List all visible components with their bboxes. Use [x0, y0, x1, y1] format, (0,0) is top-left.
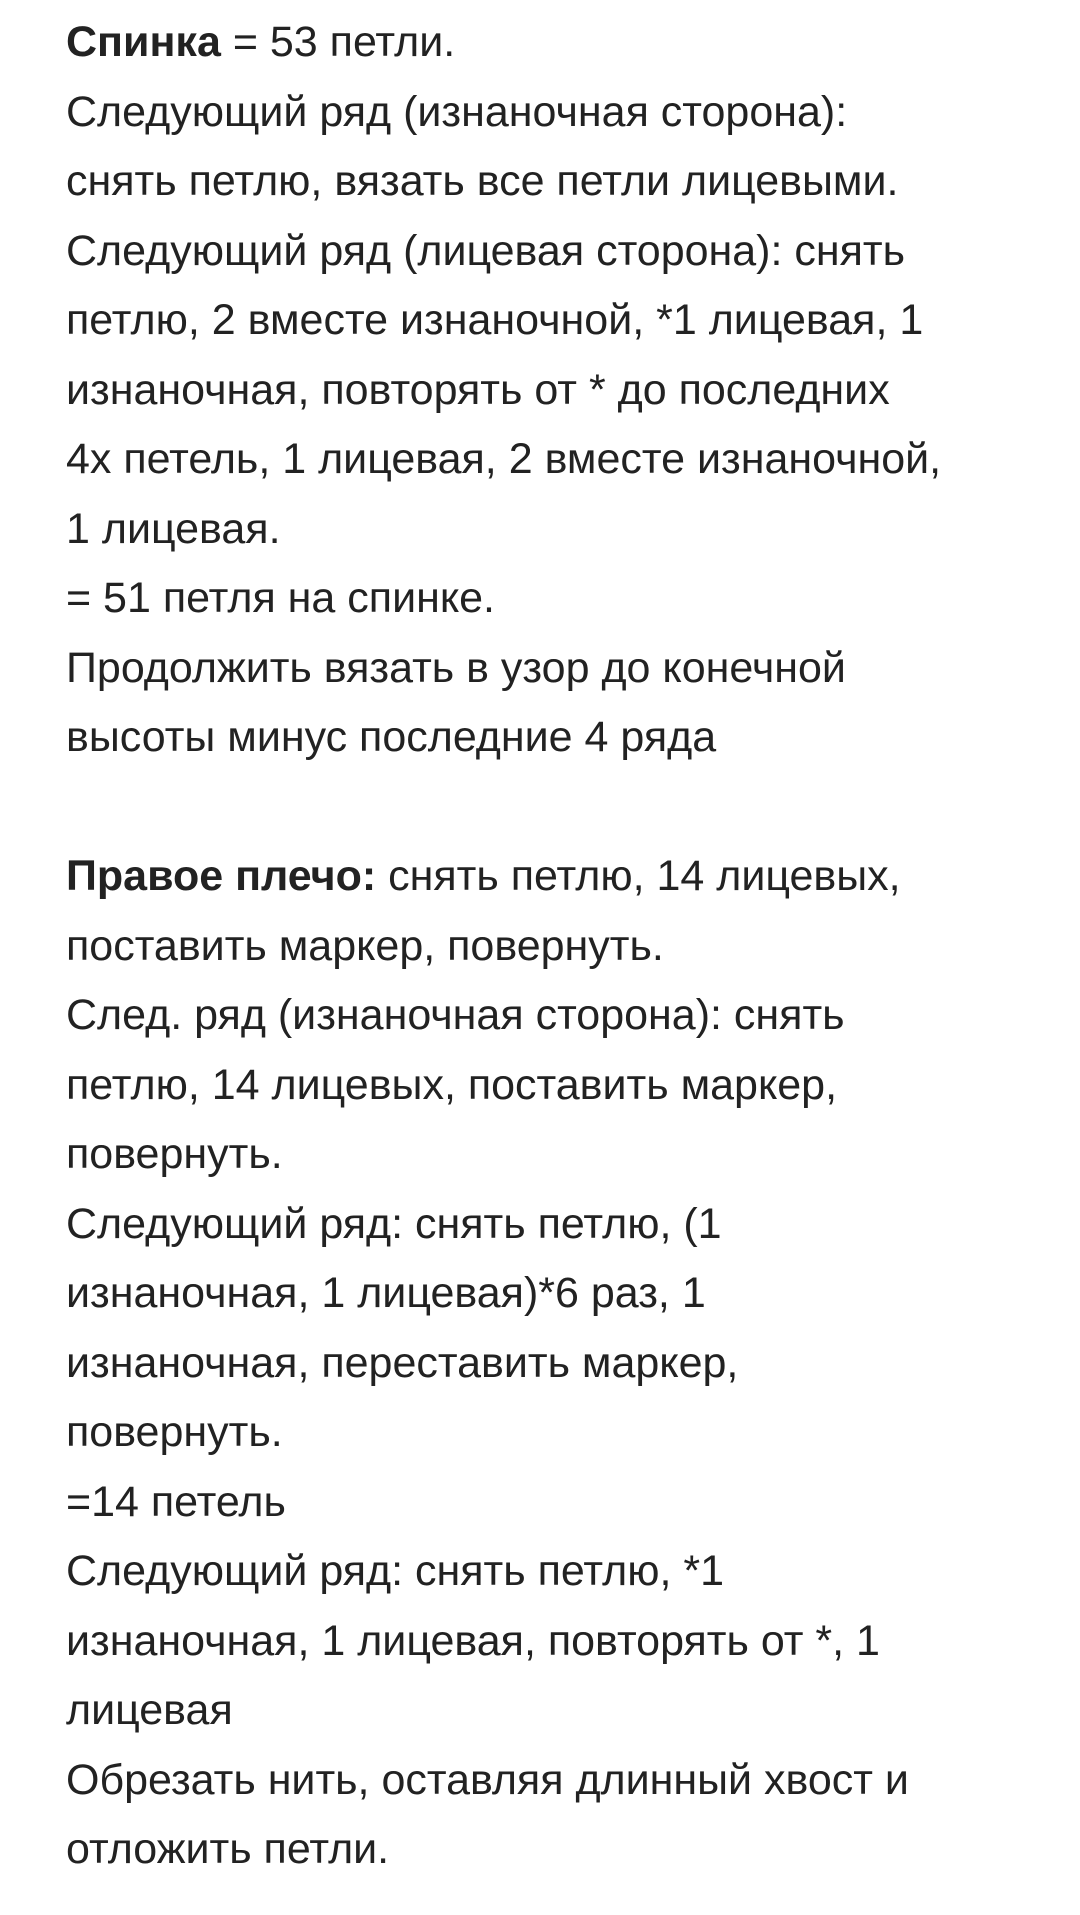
back-line-2: Следующий ряд (изнаночная сторона):	[66, 87, 848, 136]
right-shoulder-section	[66, 842, 1056, 1885]
back-line-1	[66, 8, 1056, 78]
right-shoulder-heading: Правое плечо:	[66, 852, 377, 900]
back-line-10: Продолжить вязать в узор до конечной	[66, 643, 846, 692]
shoulder-line-7: изнаночная, 1 лицевая)*6 раз, 1	[66, 1269, 706, 1317]
shoulder-line-9: повернуть.	[66, 1408, 283, 1456]
shoulder-line-5: повернуть.	[66, 1130, 283, 1178]
back-line-6: изнаночная, повторять от * до последних	[66, 365, 890, 414]
back-heading: Спинка	[66, 18, 221, 66]
back-stitch-count: = 53 петли.	[220, 18, 456, 66]
shoulder-line-1	[66, 842, 1056, 912]
back-line-7: 4х петель, 1 лицевая, 2 вместе изнаночной,	[66, 435, 942, 483]
shoulder-line-2: поставить маркер, повернуть.	[66, 921, 664, 970]
knitting-instructions	[66, 8, 1056, 1885]
shoulder-line-15: отложить петли.	[66, 1825, 390, 1873]
shoulder-line-13: лицевая	[66, 1686, 233, 1734]
shoulder-line-11: Следующий ряд: снять петлю, *1	[66, 1547, 724, 1595]
back-line-9: = 51 петля на спинке.	[66, 574, 495, 622]
back-line-3: снять петлю, вязать все петли лицевыми.	[66, 157, 899, 205]
back-line-5: петлю, 2 вместе изнаночной, *1 лицевая, 1	[66, 296, 924, 344]
back-line-8: 1 лицевая.	[66, 504, 281, 553]
shoulder-first-step: снять петлю, 14 лицевых,	[376, 852, 901, 900]
shoulder-line-12: изнаночная, 1 лицевая, повторять от *, 1	[66, 1616, 880, 1665]
back-line-4: Следующий ряд (лицевая сторона): снять	[66, 226, 906, 275]
shoulder-line-8: изнаночная, переставить маркер,	[66, 1338, 739, 1387]
back-line-11: высоты минус последние 4 ряда	[66, 713, 717, 761]
shoulder-line-10: =14 петель	[66, 1477, 286, 1526]
back-section	[66, 8, 1056, 773]
shoulder-line-6: Следующий ряд: снять петлю, (1	[66, 1199, 722, 1248]
shoulder-line-4: петлю, 14 лицевых, поставить маркер,	[66, 1060, 838, 1109]
shoulder-line-3: След. ряд (изнаночная сторона): снять	[66, 991, 845, 1039]
shoulder-line-14: Обрезать нить, оставляя длинный хвост и	[66, 1755, 909, 1804]
